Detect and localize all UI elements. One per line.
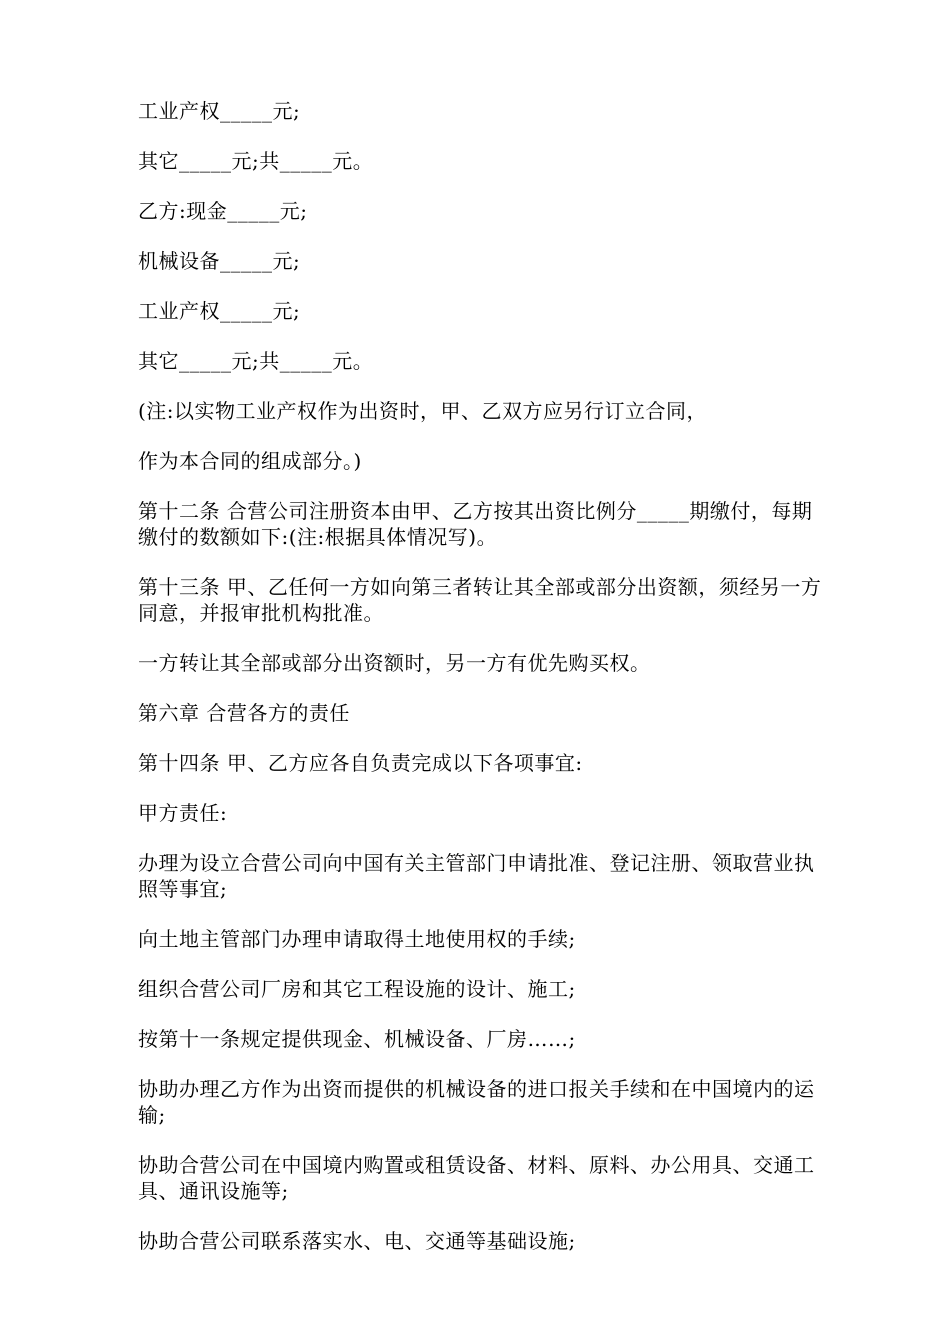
list-item: 协助办理乙方作为出资而提供的机械设备的进口报关手续和在中国境内的运输;	[138, 1077, 815, 1127]
article-14: 第十四条 甲、乙方应各自负责完成以下各项事宜:	[138, 751, 583, 775]
paragraph: 机械设备_____元;	[138, 249, 301, 273]
article-12: 第十二条 合营公司注册资本由甲、乙方按其出资比例分_____期缴付，每期缴付的数额如下:(注:根据具体情况写)。	[138, 499, 813, 549]
note-paragraph: 作为本合同的组成部分。)	[138, 449, 362, 473]
chapter-heading: 第六章 合营各方的责任	[138, 701, 350, 725]
paragraph: 工业产权_____元;	[138, 99, 301, 123]
paragraph: 其它_____元;共_____元。	[138, 349, 374, 373]
list-item: 协助合营公司联系落实水、电、交通等基础设施;	[138, 1229, 576, 1253]
document-body	[138, 98, 828, 1278]
section-label: 甲方责任:	[138, 801, 228, 825]
list-item: 办理为设立合营公司向中国有关主管部门申请批准、登记注册、领取营业执照等事宜;	[138, 851, 815, 901]
paragraph: 一方转让其全部或部分出资额时，另一方有优先购买权。	[138, 651, 651, 675]
list-item: 协助合营公司在中国境内购置或租赁设备、材料、原料、办公用具、交通工具、通讯设施等;	[138, 1153, 815, 1203]
paragraph: 乙方:现金_____元;	[138, 199, 308, 223]
article-13: 第十三条 甲、乙任何一方如向第三者转让其全部或部分出资额，须经另一方同意，并报审批机构批准。	[138, 575, 822, 625]
list-item: 向土地主管部门办理申请取得土地使用权的手续;	[138, 927, 576, 951]
list-item: 组织合营公司厂房和其它工程设施的设计、施工;	[138, 977, 576, 1001]
paragraph: 工业产权_____元;	[138, 299, 301, 323]
list-item: 按第十一条规定提供现金、机械设备、厂房……;	[138, 1027, 576, 1051]
paragraph: 其它_____元;共_____元。	[138, 149, 374, 173]
note-paragraph: (注:以实物工业产权作为出资时，甲、乙双方应另行订立合同，	[138, 399, 708, 423]
